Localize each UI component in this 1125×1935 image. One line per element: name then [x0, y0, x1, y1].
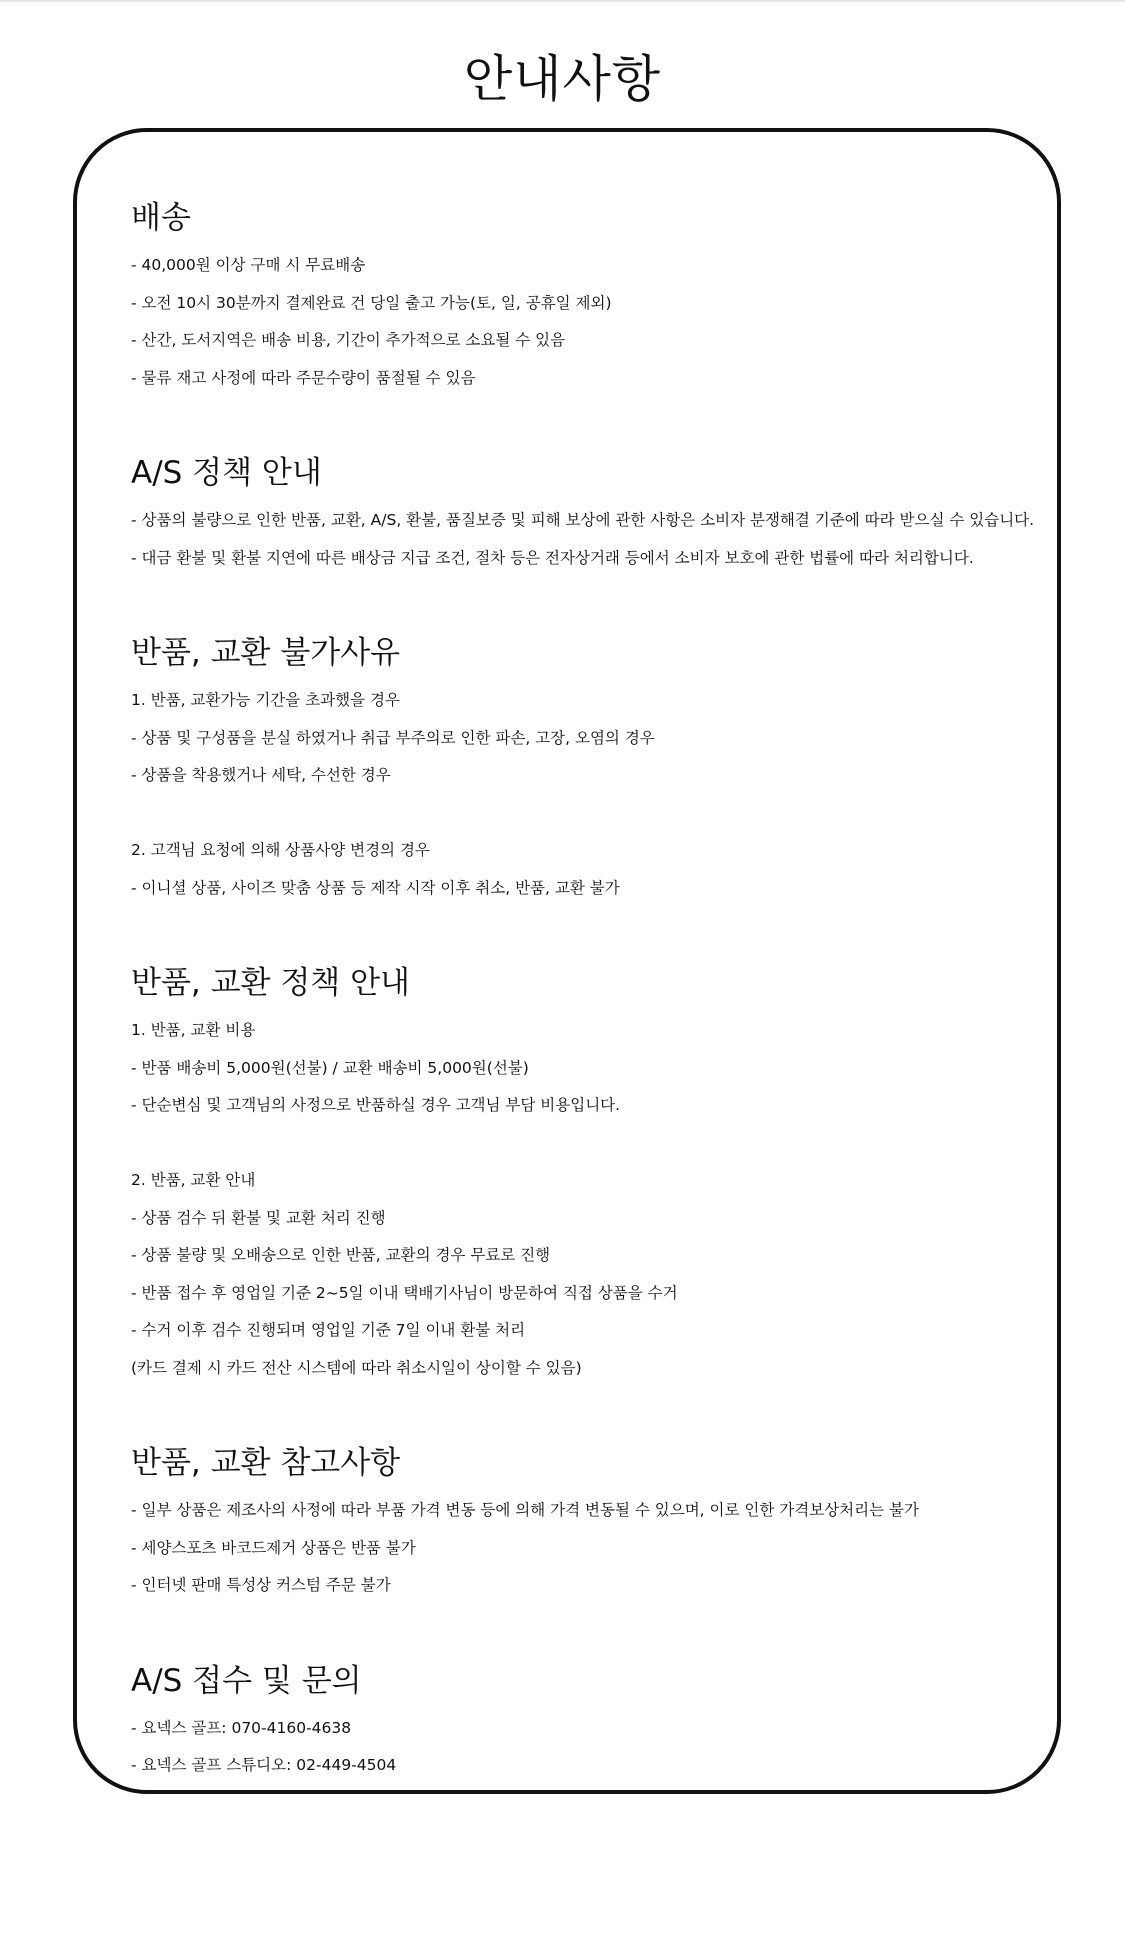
notice-line: - 일부 상품은 제조사의 사정에 따라 부품 가격 변동 등에 의해 가격 변동될 수 있으며, 이로 인한 가격보상처리는 불가	[131, 1501, 919, 1519]
notice-line: 1. 반품, 교환가능 기간을 초과했을 경우	[131, 691, 400, 709]
blank-line	[131, 795, 1031, 833]
notice-line: - 이니셜 상품, 사이즈 맞춤 상품 등 제작 시작 이후 취소, 반품, 교환 불가	[131, 878, 620, 897]
notice-line: - 반품 접수 후 영업일 기준 2~5일 이내 택배기사님이 방문하여 직접 상품을 수거	[131, 1283, 678, 1302]
section-heading: 배송	[131, 200, 191, 236]
blank-line	[131, 1125, 1031, 1163]
notice-line: 1. 반품, 교환 비용	[131, 1021, 256, 1039]
notice-line: - 세양스포츠 바코드제거 상품은 반품 불가	[131, 1538, 416, 1557]
section-as-contact	[131, 1660, 1031, 1785]
notice-line: - 물류 재고 사정에 따라 주문수량이 품절될 수 있음	[131, 368, 476, 387]
notice-line: - 수거 이후 검수 진행되며 영업일 기준 7일 이내 환불 처리	[131, 1321, 526, 1339]
notice-line: - 반품 배송비 5,000원(선불) / 교환 배송비 5,000원(선불)	[131, 1058, 529, 1077]
section-heading: A/S 접수 및 문의	[131, 1662, 362, 1699]
section-shipping	[131, 197, 1031, 397]
page-title: 안내사항	[463, 50, 662, 108]
section-heading: 반품, 교환 정책 안내	[131, 965, 410, 1001]
section-return-policy	[131, 962, 1031, 1387]
section-heading: A/S 정책 안내	[131, 455, 322, 491]
notice-line: - 요넥스 골프 스튜디오: 02-449-4504	[131, 1756, 397, 1774]
notice-line: - 상품의 불량으로 인한 반품, 교환, A/S, 환불, 품질보증 및 피해 보상에 관한 사항은 소비자 분쟁해결 기준에 따라 받으실 수 있습니다.	[131, 511, 1035, 529]
notice-line: - 상품을 착용했거나 세탁, 수선한 경우	[131, 766, 391, 784]
notice-line: 2. 고객님 요청에 의해 상품사양 변경의 경우	[131, 841, 430, 859]
notice-line: - 오전 10시 30분까지 결제완료 건 당일 출고 가능(토, 일, 공휴일 제외)	[131, 293, 612, 312]
notice-line: - 상품 검수 뒤 환불 및 교환 처리 진행	[131, 1208, 386, 1227]
notice-line: (카드 결제 시 카드 전산 시스템에 따라 취소시일이 상이할 수 있음)	[131, 1358, 582, 1377]
notice-line: - 상품 불량 및 오배송으로 인한 반품, 교환의 경우 무료로 진행	[131, 1246, 551, 1264]
section-return-restrictions	[131, 632, 1031, 907]
notice-line: 2. 반품, 교환 안내	[131, 1171, 256, 1189]
section-heading: 반품, 교환 불가사유	[131, 635, 401, 671]
notice-content	[131, 197, 1035, 1840]
section-as-policy	[131, 452, 1035, 577]
notice-line: - 요넥스 골프: 070-4160-4638	[131, 1718, 352, 1737]
notice-line: - 산간, 도서지역은 배송 비용, 기간이 추가적으로 소요될 수 있음	[131, 331, 566, 349]
notice-line: - 대금 환불 및 환불 지연에 따른 배상금 지급 조건, 절차 등은 전자상거래 등에서 소비자 보호에 관한 법률에 따라 처리합니다.	[131, 548, 974, 567]
section-heading: 반품, 교환 참고사항	[131, 1445, 401, 1481]
top-divider	[0, 0, 1125, 2]
section-return-notes	[131, 1442, 1031, 1605]
notice-line: - 40,000원 이상 구매 시 무료배송	[131, 256, 366, 274]
notice-line: - 단순변심 및 고객님의 사정으로 반품하실 경우 고객님 부담 비용입니다.	[131, 1096, 621, 1114]
notice-line: - 인터넷 판매 특성상 커스텀 주문 불가	[131, 1576, 391, 1594]
notice-line: - 상품 및 구성품을 분실 하였거나 취급 부주의로 인한 파손, 고장, 오염의 경우	[131, 728, 655, 747]
